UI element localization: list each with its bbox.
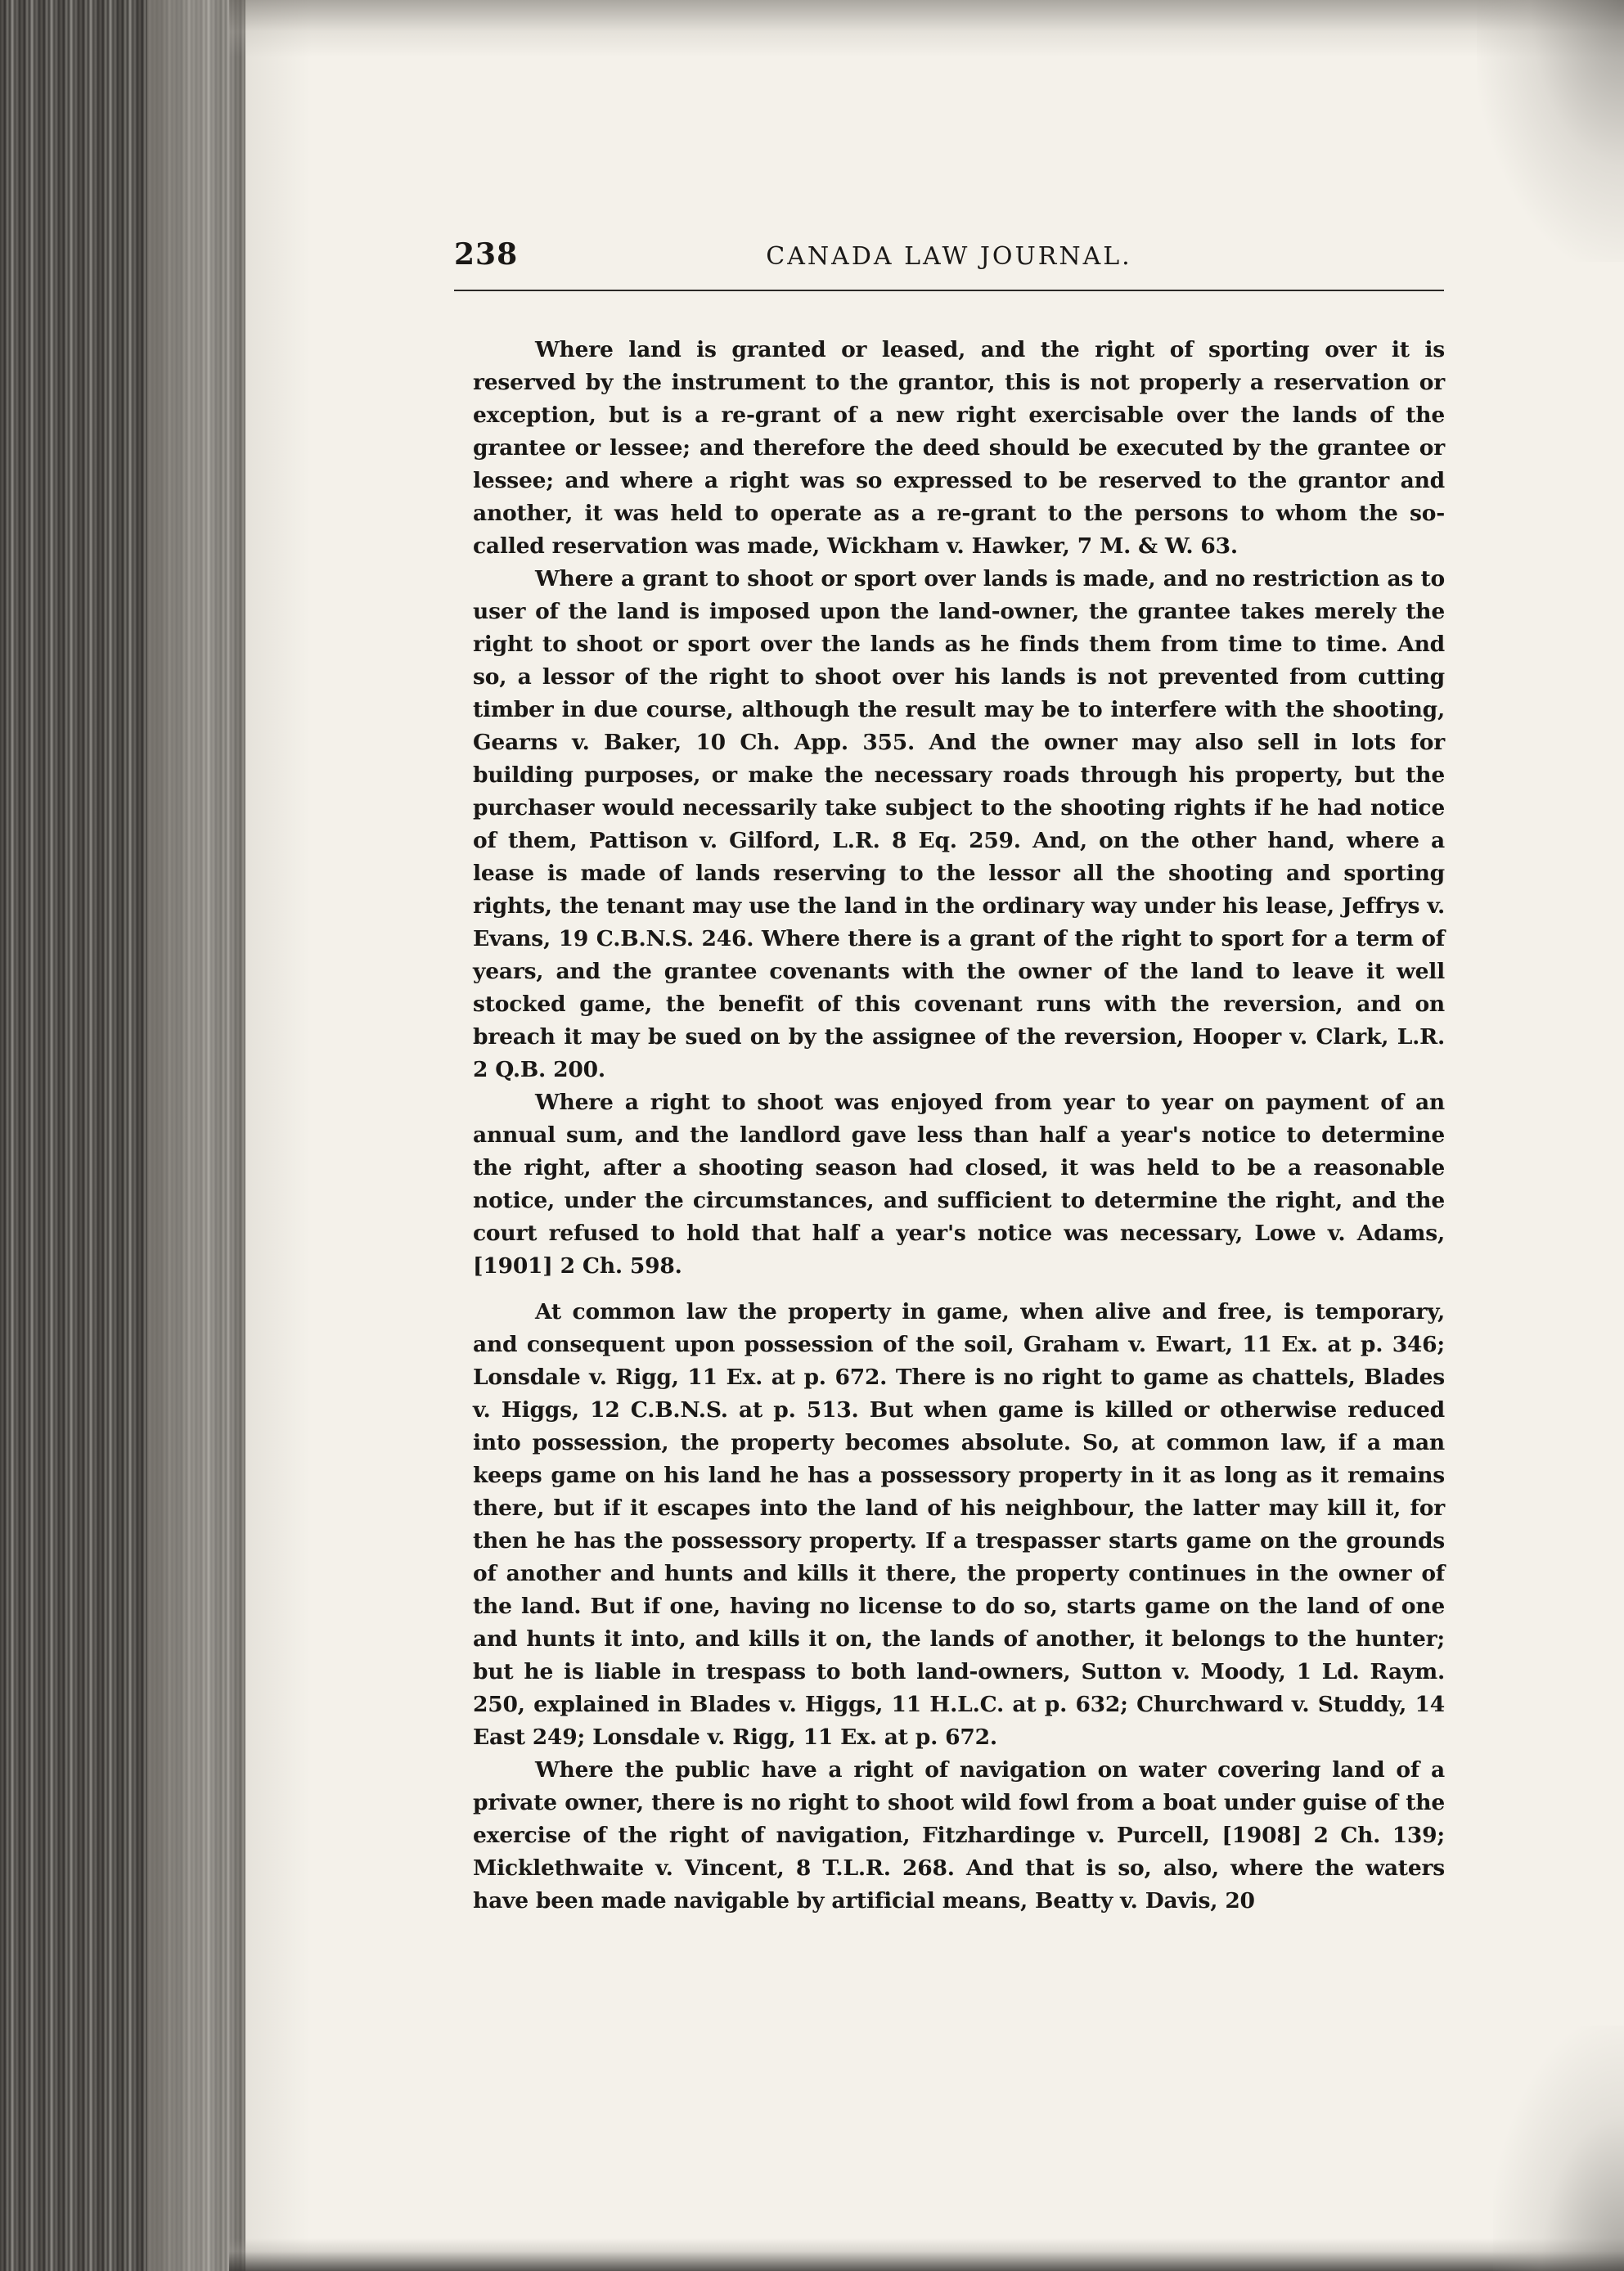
paragraph-sporting-reservation: Where land is granted or leased, and the right of sporting over it is reserved by the instrument to the grantor, this is not properly a reservation or exception, but is a re-grant of a new right exercisable over the lands of the grantee or lessee; and therefore the deed should be executed by the grantee or lessee; and where a right was so expressed to be reserved to the grantor and another, it was held to operate as a re-grant to the persons to whom the so-called reservation was made, Wickham v. Hawker, 7 M. & W. 63. bbox=[473, 337, 1445, 559]
scan-bottom-edge bbox=[229, 2238, 1624, 2271]
scan-corner-bottom-right bbox=[1493, 2026, 1624, 2271]
header-rule bbox=[454, 290, 1444, 291]
paragraph-navigation: Where the public have a right of navigation on water covering land of a private owner, there is no right to shoot wild fowl from a boat under guise of the exercise of the right of navigation, Fitzhardinge v. Purcell, [1908] 2 Ch. 139; Micklethwaite v. Vincent, 8 T.L.R. 268. And that is so, also, where the waters have been made navigable by artificial means, Beatty v. Davis, 20 bbox=[473, 1757, 1445, 1913]
scan-binding-fade bbox=[147, 0, 311, 2271]
running-head: CANADA LAW JOURNAL. bbox=[766, 242, 1132, 271]
paragraph-property-in-game: At common law the property in game, when alive and free, is temporary, and consequent upon possession of the soil, Graham v. Ewart, 11 Ex. at p. 346; Lonsdale v. Rigg, 11 Ex. at p. 672. There is no right to game as chattels, Blades v. Higgs, 12 C.B.N.S. at p. 513. But when game is killed or otherwise reduced into possession, the property becomes absolute. So, at common law, if a man keeps game on his land he has a possessory property in it as long as it remains there, but if it escapes into the land of his neighbour, the latter may kill it, for then he has the possessory property. If a trespasser starts game on the grounds of another and hunts and kills it there, the property continues in the owner of the land. But if one, having no license to do so, starts game on the land of one and hunts it into, and kills it on, the lands of another, it belongs to the hunter; but he is liable in trespass to both land-owners, Sutton v. Moody, 1 Ld. Raym. 250, explained in Blades v. Higgs, 11 H.L.C. at p. 632; Churchward v. Studdy, 14 East 249; Lonsdale v. Rigg, 11 Ex. at p. 672. bbox=[473, 1299, 1445, 1750]
page-body bbox=[473, 334, 1445, 1918]
scan-top-edge bbox=[229, 0, 1624, 57]
paragraph-shooting-grant: Where a grant to shoot or sport over lands is made, and no restriction as to user of the land is imposed upon the land-owner, the grantee takes merely the right to shoot or sport over the lands as he finds them from time to time. And so, a lessor of the right to shoot over his lands is not prevented from cutting timber in due course, although the result may be to interfere with the shooting, Gearns v. Baker, 10 Ch. App. 355. And the owner may also sell in lots for building purposes, or make the necessary roads through his property, but the purchaser would necessarily take subject to the shooting rights if he had notice of them, Pattison v. Gilford, L.R. 8 Eq. 259. And, on the other hand, where a lease is made of lands reserving to the lessor all the shooting and sporting rights, the tenant may use the land in the ordinary way under his lease, Jeffrys v. Evans, 19 C.B.N.S. 246. Where there is a grant of the right to sport for a term of years, and the grantee covenants with the owner of the land to leave it well stocked game, the benefit of this covenant runs with the reversion, and on breach it may be sued on by the assignee of the reversion, Hooper v. Clark, L.R. 2 Q.B. 200. bbox=[473, 566, 1445, 1082]
page-header bbox=[454, 237, 1444, 286]
page-number: 238 bbox=[454, 237, 519, 272]
scan-corner-top-right bbox=[1477, 0, 1624, 262]
paragraph-notice: Where a right to shoot was enjoyed from year to year on payment of an annual sum, and the landlord gave less than half a year's notice to determine the right, after a shooting season had closed, it was held to be a reasonable notice, under the circumstances, and sufficient to determine the right, and the court refused to hold that half a year's notice was necessary, Lowe v. Adams, [1901] 2 Ch. 598. bbox=[473, 1090, 1445, 1279]
